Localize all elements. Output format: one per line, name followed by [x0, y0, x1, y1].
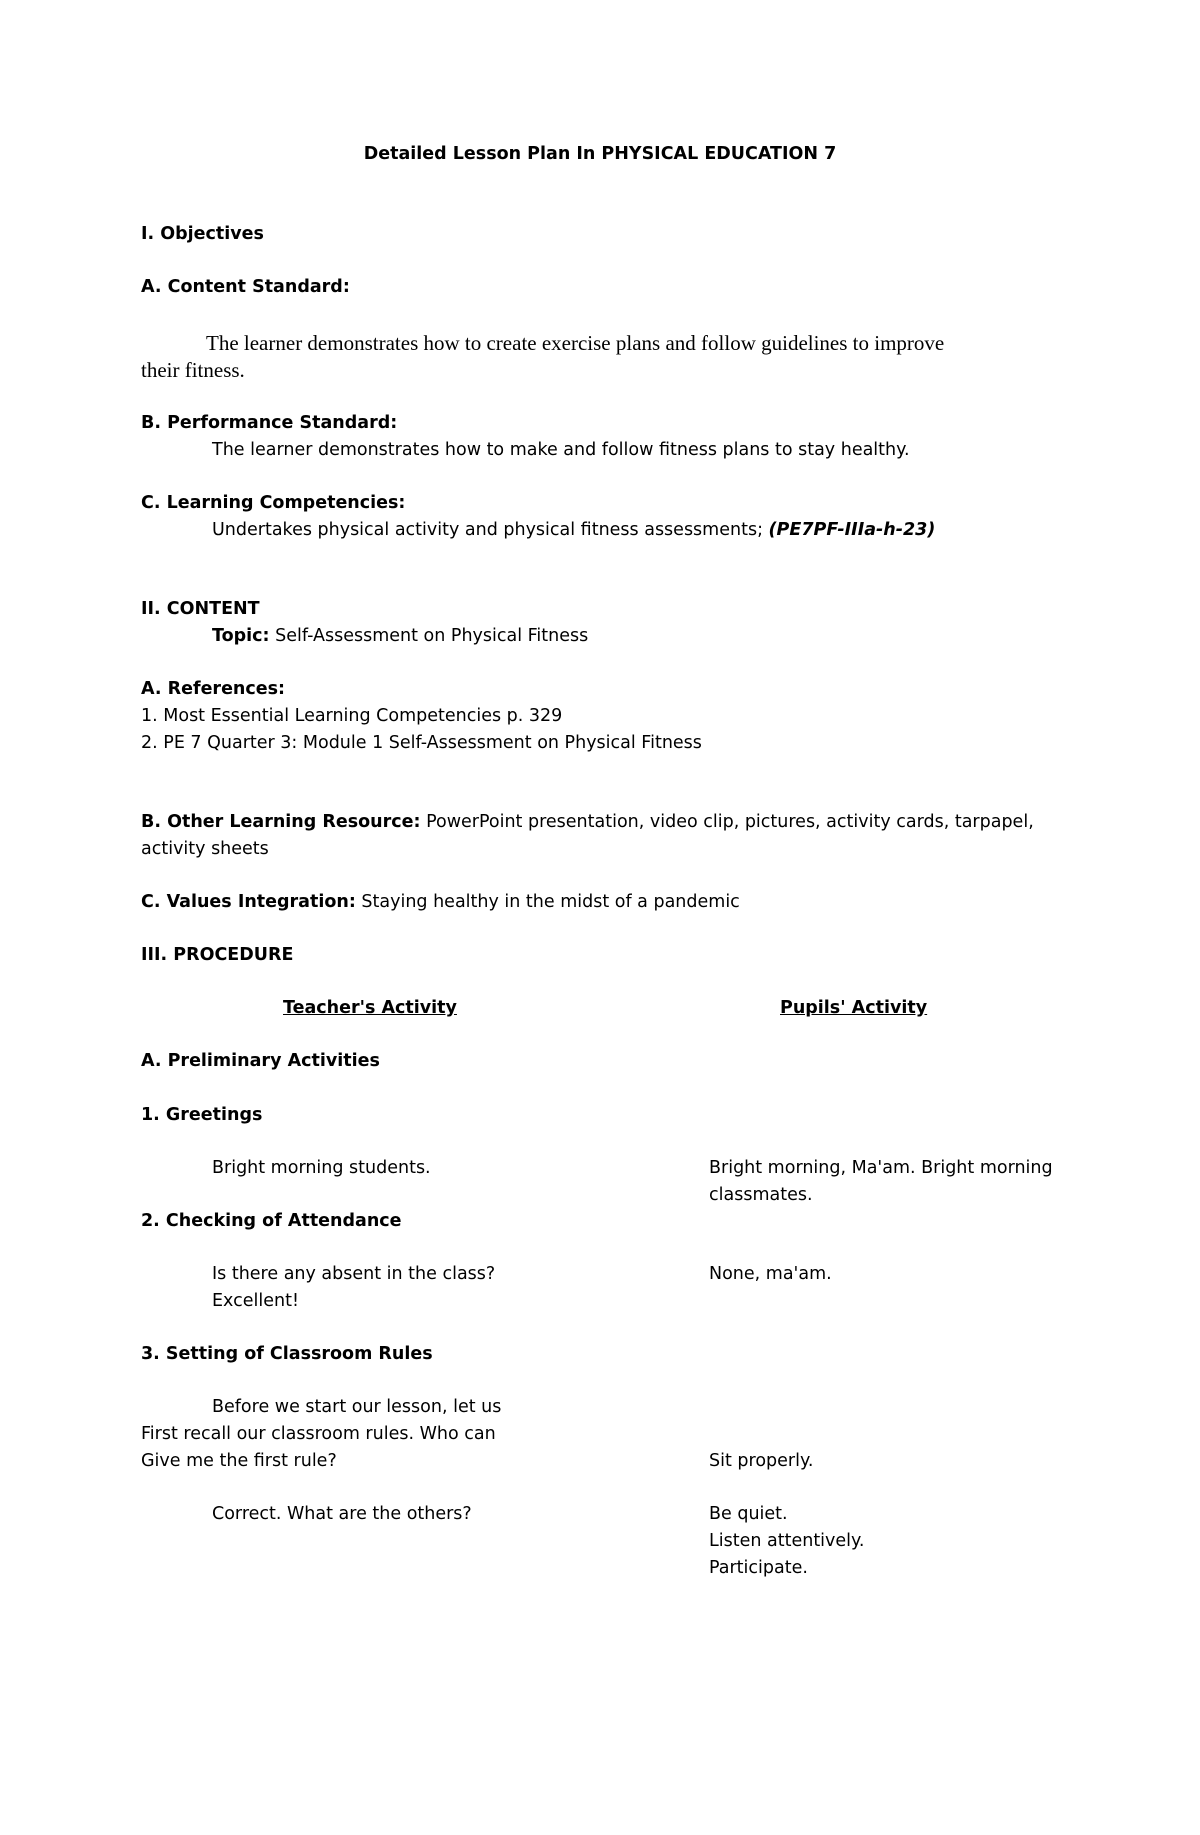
pupil-rule-item: Listen attentively.	[709, 1531, 865, 1551]
other-resource-line2: activity sheets	[141, 839, 269, 859]
pupil-rule-1: Sit properly.	[709, 1451, 814, 1471]
content-heading: II. CONTENT	[141, 599, 260, 619]
content-standard-text-line2: their fitness.	[141, 358, 245, 382]
greetings-heading: 1. Greetings	[141, 1105, 263, 1125]
pupil-greeting-line2: classmates.	[709, 1185, 813, 1205]
procedure-heading: III. PROCEDURE	[141, 945, 294, 965]
document-title: Detailed Lesson Plan In PHYSICAL EDUCATION 7	[363, 144, 837, 164]
teacher-attendance-line1: Is there any absent in the class?	[212, 1264, 496, 1284]
pupil-rule-item: Participate.	[709, 1558, 808, 1578]
teacher-rules-line1: Before we start our lesson, let us	[212, 1397, 502, 1417]
topic-text: Self-Assessment on Physical Fitness	[275, 626, 589, 646]
competency-code: (PE7PF-IIIa-h-23)	[768, 520, 936, 540]
competency-description: Undertakes physical activity and physical fitness assessments;	[212, 520, 763, 540]
pupil-greeting-line1: Bright morning, Ma'am. Bright morning	[709, 1158, 1053, 1178]
pupils-activity-header: Pupils' Activity	[780, 998, 928, 1018]
content-standard-label: A. Content Standard:	[141, 277, 350, 297]
teacher-rules-line3: Give me the first rule?	[141, 1451, 337, 1471]
objectives-heading: I. Objectives	[141, 224, 264, 244]
learning-competencies-label: C. Learning Competencies:	[141, 493, 406, 513]
content-standard-text-line1: The learner demonstrates how to create exercise plans and follow guidelines to improve	[206, 331, 945, 355]
preliminary-activities-heading: A. Preliminary Activities	[141, 1051, 380, 1071]
classroom-rules-heading: 3. Setting of Classroom Rules	[141, 1344, 433, 1364]
topic-label: Topic:	[212, 626, 270, 646]
attendance-heading: 2. Checking of Attendance	[141, 1211, 402, 1231]
pupil-attendance: None, ma'am.	[709, 1264, 832, 1284]
performance-standard-text: The learner demonstrates how to make and follow fitness plans to stay healthy.	[212, 440, 910, 460]
teacher-rules-followup: Correct. What are the others?	[212, 1504, 472, 1524]
learning-competencies-text	[212, 519, 935, 541]
reference-item: 2. PE 7 Quarter 3: Module 1 Self-Assessment on Physical Fitness	[141, 733, 702, 753]
performance-standard-label: B. Performance Standard:	[141, 413, 398, 433]
teacher-attendance-line2: Excellent!	[212, 1291, 299, 1311]
teacher-greeting: Bright morning students.	[212, 1158, 431, 1178]
teacher-rules-line2: First recall our classroom rules. Who can	[141, 1424, 496, 1444]
values-integration-text: Staying healthy in the midst of a pandemic	[361, 892, 740, 912]
reference-item: 1. Most Essential Learning Competencies p. 329	[141, 706, 563, 726]
values-integration-label: C. Values Integration:	[141, 892, 356, 912]
topic-line	[212, 625, 588, 647]
pupil-rule-item: Be quiet.	[709, 1504, 788, 1524]
other-resource-line1	[141, 811, 1034, 833]
other-resource-text: PowerPoint presentation, video clip, pictures, activity cards, tarpapel,	[426, 812, 1034, 832]
teacher-activity-header: Teacher's Activity	[283, 998, 457, 1018]
values-integration-line	[141, 891, 740, 913]
other-resource-label: B. Other Learning Resource:	[141, 812, 421, 832]
references-label: A. References:	[141, 679, 286, 699]
